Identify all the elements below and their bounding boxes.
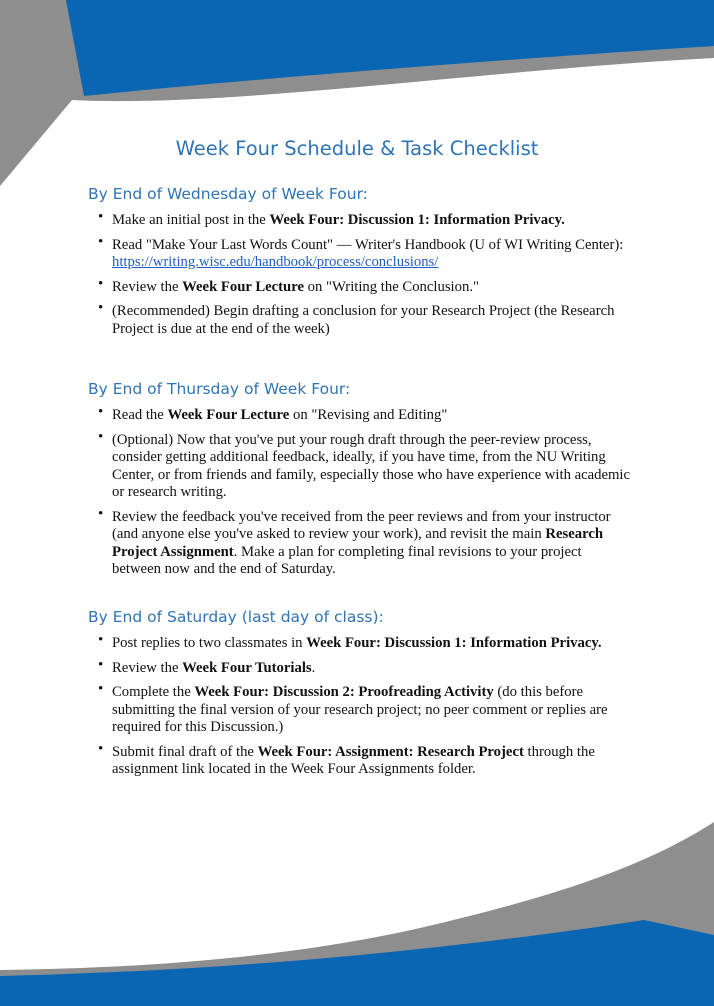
bullet-icon: • [98,300,104,316]
task-item: • Make an initial post in the Week Four: Discussion 1: Information Privacy. [98,209,565,228]
bullet-icon: • [98,632,104,648]
section-heading: By End of Saturday (last day of class): [88,608,384,626]
task-item: • Complete the Week Four: Discussion 2: Proofreading Activity (do this before submitting the final version of your research project; no peer comment or replies are required for this Discussion.) [98,681,608,735]
section-heading: By End of Wednesday of Week Four: [88,185,368,203]
task-item: • Post replies to two classmates in Week Four: Discussion 1: Information Privacy. [98,632,602,651]
bullet-icon: • [98,209,104,225]
task-item: • Submit final draft of the Week Four: Assignment: Research Project through the assignment link located in the Week Four Assignments folder. [98,740,595,777]
bullet-icon: • [98,404,104,420]
task-item: • Review the feedback you've received from the peer reviews and from your instructor (and anyone else you've asked to review your work), and revisit the main Research Project Assignment. Make a plan for completing final revisions to your project between now and the end of Saturday. [98,505,611,577]
bullet-icon: • [98,233,104,250]
bullet-icon: • [98,275,104,292]
task-list [0,404,714,579]
section-thursday [0,379,714,586]
bullet-icon: • [98,740,104,757]
task-item: • Review the Week Four Tutorials. [98,656,316,676]
task-item: • Review the Week Four Lecture on "Writing the Conclusion." [98,275,479,295]
task-item: • (Recommended) Begin drafting a conclusion for your Research Project (the Research Project is due at the end of the week) [98,300,615,337]
section-wednesday [0,184,714,345]
bullet-icon: • [98,505,104,522]
bullet-icon: • [98,681,104,697]
page-title: Week Four Schedule & Task Checklist [175,137,539,160]
bullet-icon: • [98,656,104,673]
task-item: • Read "Make Your Last Words Count" — Writer's Handbook (U of WI Writing Center): https://writing.wisc.edu/handbook/process/conclusions/ [98,233,624,270]
task-list [0,209,714,338]
section-saturday [0,607,714,786]
task-item: • Read the Week Four Lecture on "Revising and Editing" [98,404,448,423]
task-list [0,632,714,779]
section-heading: By End of Thursday of Week Four: [88,380,351,398]
conclusions-handbook-link[interactable]: https://writing.wisc.edu/handbook/process/conclusions/ [112,254,439,270]
bullet-icon: • [98,428,104,445]
task-item: • (Optional) Now that you've put your rough draft through the peer-review process, consider getting additional feedback, ideally, if you have time, from the NU Writing Center, or from friends and family, especially those who have experience with academic or research writing. [98,428,631,500]
